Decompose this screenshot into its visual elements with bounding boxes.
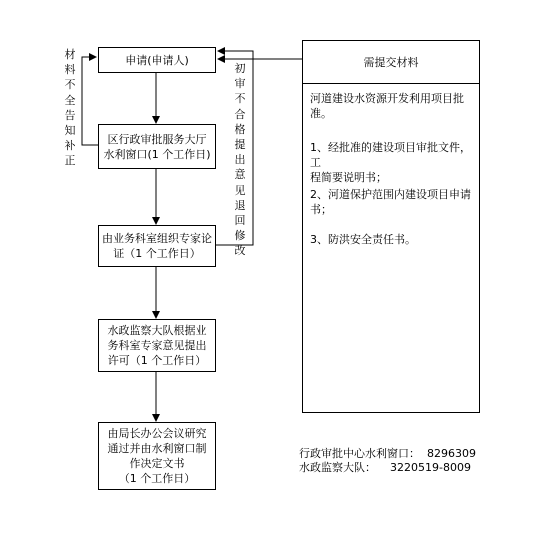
step-decision: 由局长办公会议研究 通过并由水利窗口制 作决定文书 （1 个工作日） <box>98 422 216 490</box>
requirements-item-1: 1、经批准的建设项目审批文件，工 程简要说明书； <box>310 141 471 184</box>
contact-team-phone: 水政监察大队： 3220519-8009 <box>299 461 471 474</box>
requirements-intro: 河道建设水资源开发利用项目批 准。 <box>310 92 464 120</box>
step-permit-proposal: 水政监察大队根据业 务科室专家意见提出 许可（1 个工作日） <box>98 319 216 372</box>
label-incomplete-materials: 材料不全告知补正 <box>64 48 76 168</box>
step-apply: 申请(申请人) <box>98 47 216 73</box>
step-expert-review: 由业务科室组织专家论 证（1 个工作日） <box>98 225 216 267</box>
requirements-item-2: 2、河道保护范围内建设项目申请 书； <box>310 188 471 216</box>
requirements-panel <box>302 40 480 413</box>
requirements-title: 需提交材料 <box>303 41 479 84</box>
contact-window-phone: 行政审批中心水利窗口： 8296309 <box>299 447 476 460</box>
label-preliminary-rejected: 初审不合格提出意见退回修改 <box>234 62 246 258</box>
step-window-acceptance: 区行政审批服务大厅 水利窗口(1 个工作日) <box>98 124 216 169</box>
arrow-return-incomplete <box>82 57 98 145</box>
requirements-item-3: 3、防洪安全责任书。 <box>310 233 416 246</box>
